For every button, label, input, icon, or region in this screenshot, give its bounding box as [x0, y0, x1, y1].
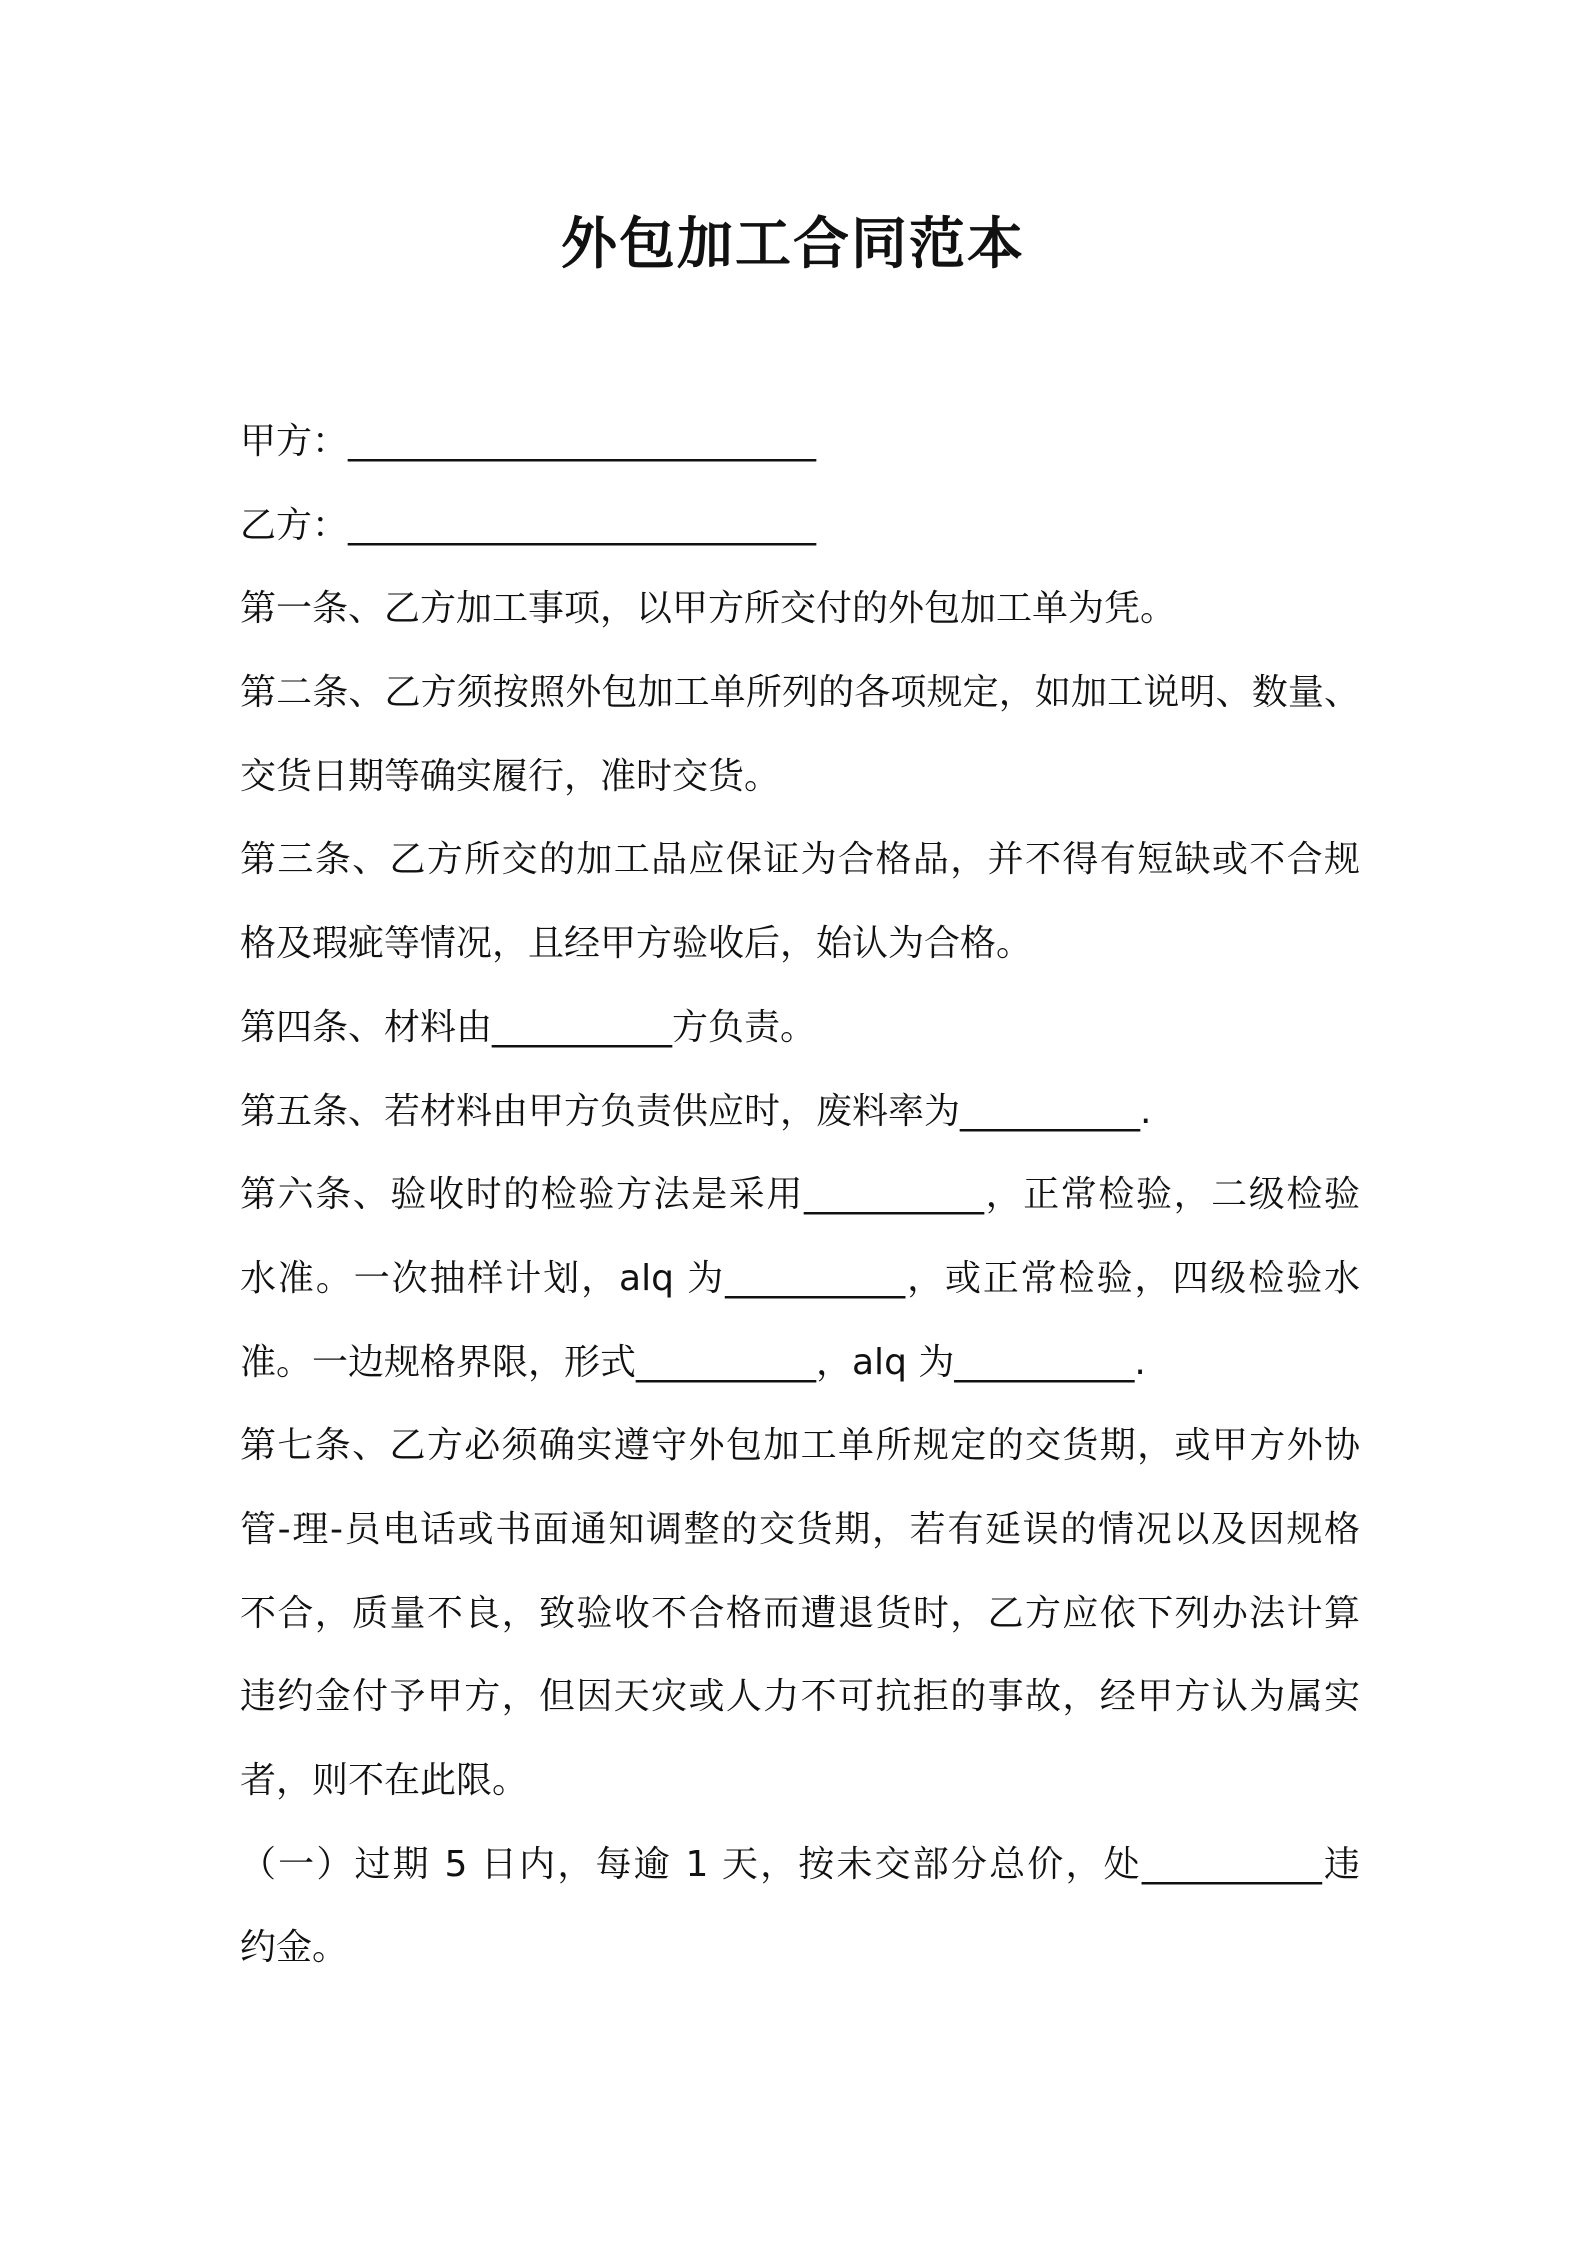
article-6-line-3: 准。一边规格界限，形式__________，alq 为__________. [240, 1341, 1146, 1383]
article-7-line-2: 管-理-员电话或书面通知调整的交货期，若有延误的情况以及因规格 [240, 1508, 1360, 1550]
article-1-line: 第一条、乙方加工事项，以甲方所交付的外包加工单为凭。 [240, 588, 1177, 630]
document-body [240, 400, 1360, 1990]
article-2-line-1: 第二条、乙方须按照外包加工单所列的各项规定，如加工说明、数量、 [240, 672, 1360, 714]
article-5-line: 第五条、若材料由甲方负责供应时，废料率为__________. [240, 1090, 1152, 1132]
article-6-line-1: 第六条、验收时的检验方法是采用__________，正常检验，二级检验 [240, 1174, 1360, 1216]
article-6-line-2: 水准。一次抽样计划，alq 为__________，或正常检验，四级检验水 [240, 1257, 1360, 1299]
article-3-line-2: 格及瑕疵等情况，且经甲方验收后，始认为合格。 [240, 923, 1033, 965]
article-4-line: 第四条、材料由__________方负责。 [240, 1006, 817, 1048]
clause-1-line-1: （一）过期 5 日内，每逾 1 天，按未交部分总价，处__________违 [240, 1843, 1360, 1885]
article-7-line-4: 违约金付予甲方，但因天灾或人力不可抗拒的事故，经甲方认为属实 [240, 1676, 1360, 1718]
article-3-line-1: 第三条、乙方所交的加工品应保证为合格品，并不得有短缺或不合规 [240, 839, 1360, 881]
party-a-line: 甲方：__________________________ [240, 421, 817, 462]
article-2-line-2: 交货日期等确实履行，准时交货。 [240, 755, 781, 797]
article-7-line-3: 不合，质量不良，致验收不合格而遭退货时，乙方应依下列办法计算 [240, 1592, 1360, 1634]
clause-1-line-2: 约金。 [240, 1927, 349, 1969]
party-b-line: 乙方：__________________________ [240, 504, 817, 546]
article-7-line-1: 第七条、乙方必须确实遵守外包加工单所规定的交货期，或甲方外协 [240, 1425, 1360, 1467]
article-7-line-5: 者，则不在此限。 [240, 1760, 529, 1801]
document-title: 外包加工合同范本 [561, 212, 1025, 277]
